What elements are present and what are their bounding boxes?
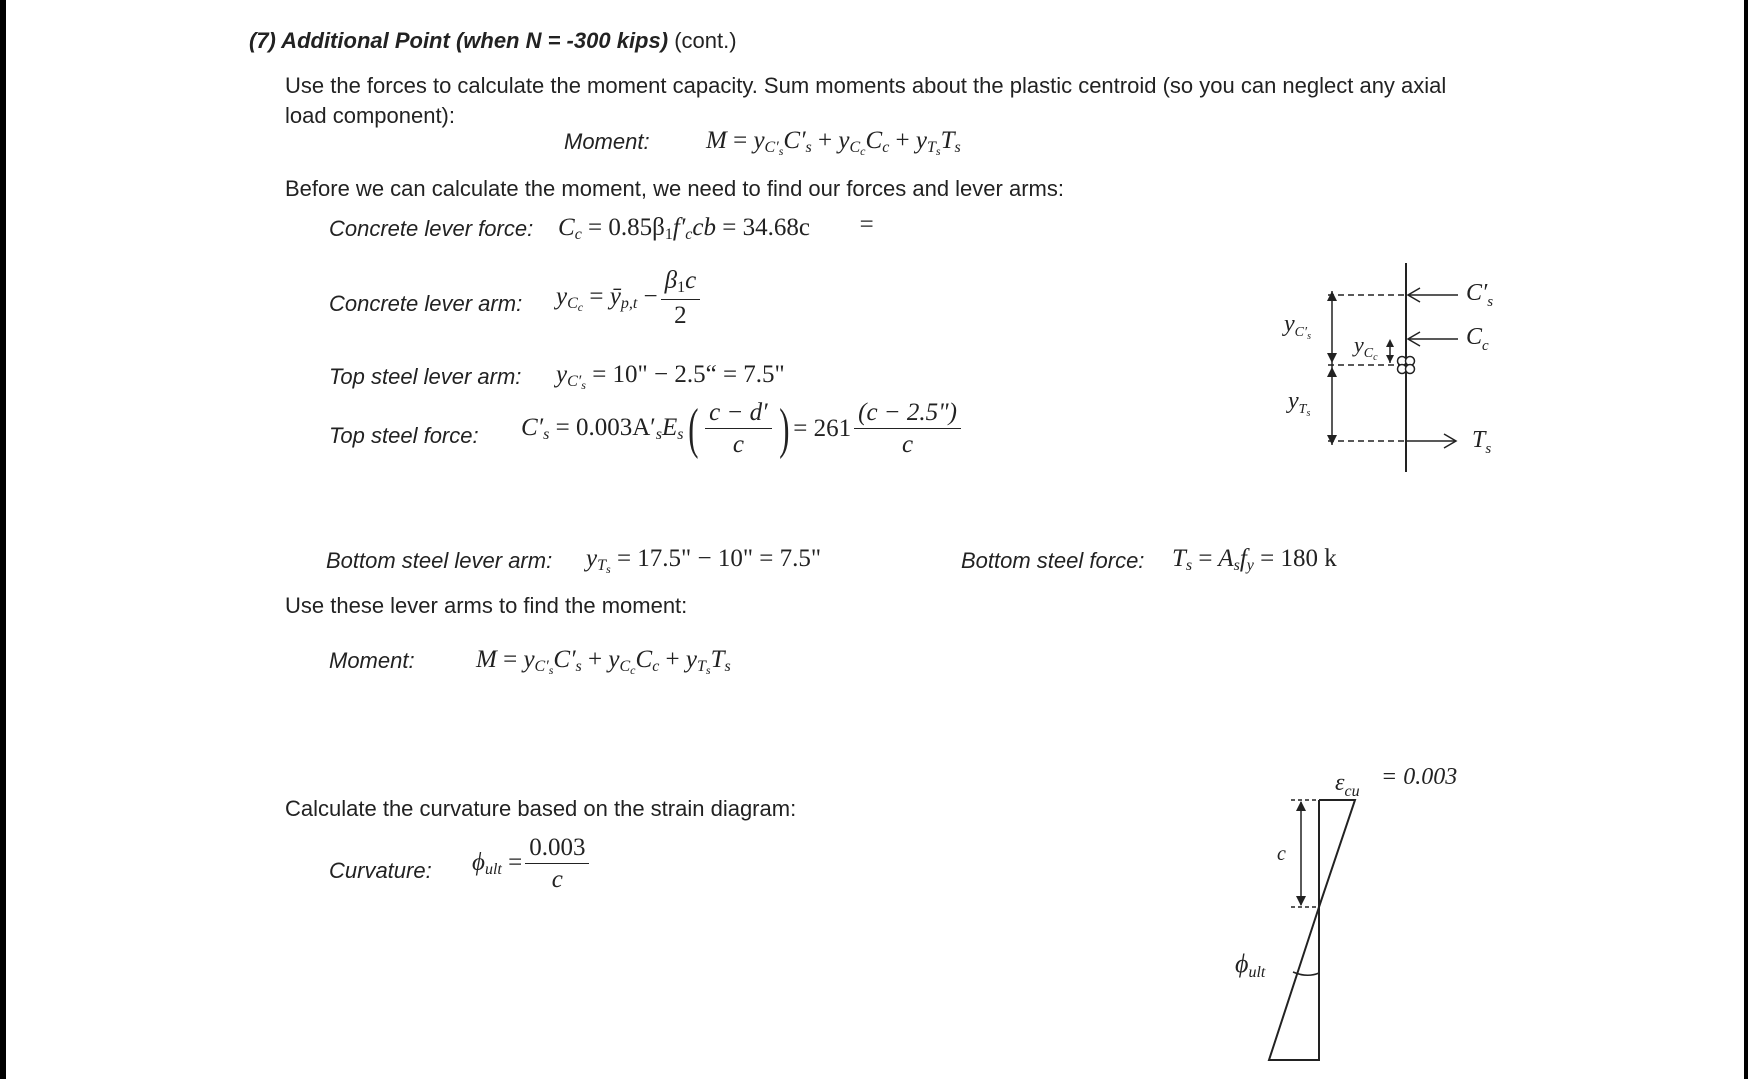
- label-y-ts: $y_Ts$: [1288, 388, 1311, 419]
- arrowhead-icon: [1296, 896, 1306, 906]
- heading-title: (7) Additional Point (when N = -300 kips): [249, 28, 669, 53]
- bottom-arm-equation: $y_{T_s} = 17.5$" − 10" = 7.5": [586, 545, 822, 576]
- concrete-force-trailing-equals: =: [858, 211, 875, 238]
- curvature-equation: $\phi_{ult}$ = $\frac{0.003}{c}$: [472, 835, 592, 892]
- arrowhead-icon: [1327, 353, 1337, 363]
- arrowhead-icon: [1327, 367, 1337, 377]
- bottom-arm-label: Bottom steel lever arm:: [326, 548, 553, 573]
- top-arm-eq-text: = 10" − 2.5“ = 7.5": [592, 361, 785, 388]
- epsilon-cu-value: = 0.003: [1381, 764, 1458, 790]
- top-force-denominator: c: [732, 431, 744, 458]
- moment-label: Moment:: [564, 129, 650, 154]
- before-text: Before we can calculate the moment, we need to find our forces and lever arms:: [285, 176, 1064, 201]
- intro-line-1: Use the forces to calculate the moment capacity. Sum moments about the plastic centroid (so you can neglect any axial: [285, 73, 1447, 98]
- arrowhead-icon: [1327, 291, 1337, 301]
- arrowhead-icon: [1386, 355, 1394, 363]
- concrete-force-label: Concrete lever force:: [329, 216, 534, 241]
- arrowhead-icon: [1296, 801, 1306, 811]
- bottom-force-equation: $T_s = A_sf_y = 180$ k: [1172, 545, 1337, 574]
- moment-equation-2: $M = y_{C'_s}C'_s + y_{C_c}C_c + y_{T_s}T_s$: [476, 646, 731, 677]
- phi-ult-subscript: ult: [1248, 964, 1266, 981]
- top-force-equation: $C'_s = 0.003A'_sE_s$( $\frac{c - d'}{c}$ ) = 261 $\frac{(c - 2.5")}{c}$: [521, 400, 964, 457]
- top-force-denominator-2: c: [902, 431, 914, 458]
- arrowhead-icon: [1386, 339, 1394, 347]
- concrete-arm-label: Concrete lever arm:: [329, 291, 523, 316]
- label-epsilon-cu: $\varepsilon_{cu}$: [1335, 770, 1360, 800]
- arrowhead-icon: [1327, 435, 1337, 445]
- label-y-c-prime-s: $y_{C'}s$: [1284, 311, 1311, 342]
- top-force-eq-text: = 0.003A′: [555, 413, 656, 441]
- bottom-arm-eq-text: = 17.5" − 10" = 7.5": [616, 545, 822, 572]
- label-y-cc: $y_Cc$: [1354, 332, 1378, 363]
- use-text: Use these lever arms to find the moment:: [285, 593, 688, 618]
- top-arm-label: Top steel lever arm:: [329, 364, 522, 389]
- curvature-text: Calculate the curvature based on the strain diagram:: [285, 796, 797, 821]
- top-force-label: Top steel force:: [329, 423, 479, 448]
- top-arm-equation: $y_{C'_s} = 10$" − 2.5“ = 7.5": [556, 361, 785, 392]
- curvature-label: Curvature:: [329, 858, 432, 883]
- label-phi-ult: ϕult: [1235, 949, 1266, 981]
- curvature-numerator: 0.003: [525, 835, 589, 864]
- concrete-force-value: = 34.68c: [722, 214, 810, 241]
- concrete-arm-equation: $y_{C_c}$ = $ȳ_{p,t}$ − $\frac{\beta_1c}{2}$: [556, 268, 703, 328]
- curvature-denominator: c: [551, 866, 563, 893]
- compression-strain-block: [1319, 800, 1355, 907]
- label-cc: $C_c$: [1466, 324, 1489, 354]
- document-sheet: [6, 0, 1744, 1079]
- tension-strain-block: [1269, 800, 1319, 1060]
- moment-equation-1: $M = y_{C'_s}C'_s + y_{C_c}C_c + y_{T_s}T_s$: [706, 127, 961, 158]
- label-ts: $T_s$: [1472, 427, 1492, 457]
- concrete-force-eq-text: = 0.85β: [588, 214, 665, 241]
- strain-diagram: [1231, 760, 1481, 1070]
- heading-cont: (cont.): [674, 28, 737, 53]
- bottom-force-eq-text: = 180 k: [1260, 545, 1337, 572]
- force-lever-arm-diagram: [1266, 255, 1526, 485]
- label-c: c: [1277, 843, 1286, 865]
- top-force-numerator: c − d′: [705, 400, 771, 429]
- label-c-prime-s: $C'_s$: [1466, 280, 1494, 310]
- section-heading: [249, 30, 737, 52]
- bottom-force-label: Bottom steel force:: [961, 548, 1145, 573]
- concrete-force-equation: $C_c = 0.85\beta_1f'_ccb = 34.68c$: [558, 214, 810, 243]
- top-force-numerator-2: (c − 2.5"): [854, 400, 961, 429]
- moment-label-2: Moment:: [329, 648, 415, 673]
- top-force-mid: = 261: [793, 415, 852, 442]
- intro-line-2: load component):: [285, 103, 455, 128]
